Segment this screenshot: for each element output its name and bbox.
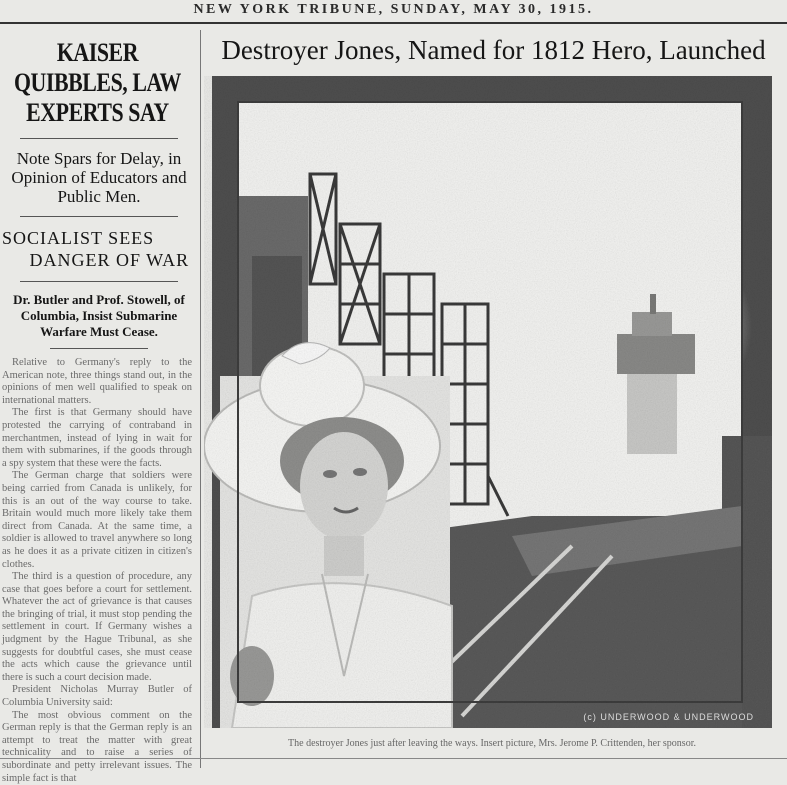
body-paragraph: Relative to Germany's reply to the American note, three things stand out, in the opinions of men well qualified to speak on international matters.	[2, 357, 192, 406]
photo-credit: (c) UNDERWOOD & UNDERWOOD	[583, 712, 754, 722]
photo-illustration	[212, 76, 772, 728]
deck-divider-2	[20, 281, 178, 282]
body-paragraph: The German charge that soldiers were being carried from Canada is unlikely, for this is an out of the way course to take. Britain would much more likely take them direct from Canada. At the same time, a soldier is allowed to travel anywhere so long as he does it as a private citizen in citizen's clothes.	[2, 470, 192, 570]
destroyer-photo	[212, 76, 772, 728]
deck-divider-3	[50, 348, 148, 349]
masthead: NEW YORK TRIBUNE, SUNDAY, MAY 30, 1915.	[193, 2, 594, 17]
article-headline: KAISER QUIBBLES, LAW EXPERTS SAY	[13, 38, 181, 127]
article-deck-2: SOCIALIST SEES DANGER OF WAR	[2, 228, 190, 270]
article-deck-3: Dr. Butler and Prof. Stowell, of Columbia, Insist Submarine Warfare Must Cease.	[13, 292, 185, 339]
footer-rule	[0, 758, 787, 759]
article-deck-1: Note Spars for Delay, in Opinion of Educators and Public Men.	[11, 149, 187, 206]
article-body	[2, 357, 192, 785]
body-paragraph: The third is a question of procedure, any case that goes before a court for settlement. Whatever the act of grievance is that causes the bringing of trial, it must stop pending the settlement in court. If Germany wishes a judgment by the Hague Tribunal, as she suggests for doubtful cases, she must cease the acts which cause the grievance until there is such a court decision made.	[2, 571, 192, 683]
photo-caption: The destroyer Jones just after leaving the ways. Insert picture, Mrs. Jerome P. Crittenden, her sponsor.	[288, 738, 696, 749]
body-paragraph: The first is that Germany should have protested the carrying of contraband in merchantmen, instead of lying in wait for them with submarines, if the goods through a spy system that these were the facts.	[2, 407, 192, 469]
left-column	[0, 30, 198, 784]
masthead-rule	[0, 22, 787, 24]
body-paragraph: The most obvious comment on the German reply is that the German reply is an attempt to treat the matter with great technicality and to raise a series of subordinate and petty irrelevant issues. The simple fact is that	[2, 709, 192, 784]
sponsor-portrait-inset	[204, 343, 452, 728]
photo-headline: Destroyer Jones, Named for 1812 Hero, Launched	[221, 35, 766, 65]
headline-divider	[20, 138, 178, 139]
column-rule	[200, 30, 201, 768]
body-paragraph: President Nicholas Murray Butler of Columbia University said:	[2, 684, 192, 709]
deck-divider-1	[20, 216, 178, 217]
